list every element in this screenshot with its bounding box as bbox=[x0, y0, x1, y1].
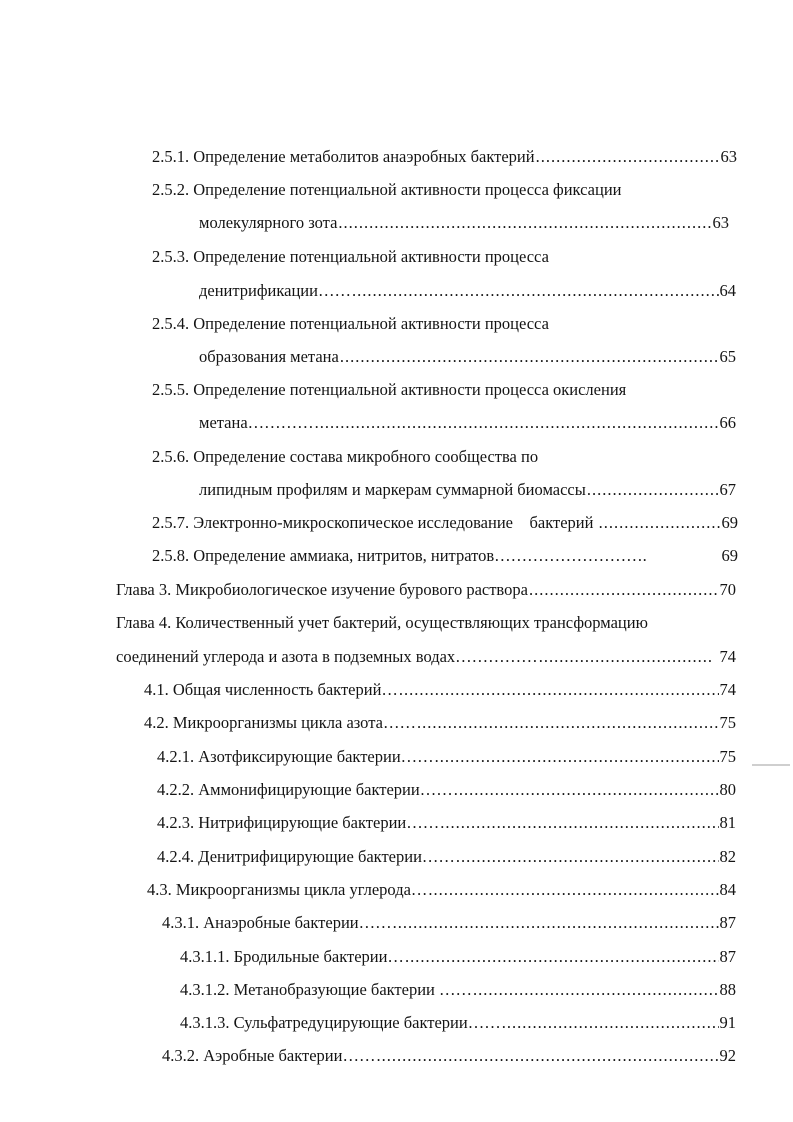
toc-page-number: 75 bbox=[719, 713, 736, 732]
toc-entry-text: 2.5.1. Определение метаболитов анаэробных бактерий bbox=[152, 147, 535, 166]
toc-entry-2-5-3-line2 bbox=[199, 278, 736, 304]
toc-page-number: 70 bbox=[719, 580, 736, 599]
scan-artifact bbox=[752, 764, 790, 766]
toc-entry-2-5-1 bbox=[152, 144, 737, 170]
toc-entry-4-3-2 bbox=[162, 1043, 736, 1069]
toc-entry-text: 4.3.2. Аэробные бактерии…… bbox=[162, 1046, 376, 1065]
toc-page-number: 84 bbox=[719, 880, 736, 899]
toc-entry-4-3-1-1 bbox=[180, 944, 736, 970]
toc-page-number: 67 bbox=[719, 480, 736, 499]
toc-page-number: 80 bbox=[719, 780, 736, 799]
dot-leader bbox=[539, 644, 715, 670]
toc-entry-4-2-3 bbox=[157, 810, 736, 836]
dot-leader bbox=[529, 577, 719, 603]
toc-entry-text: 4.3.1. Анаэробные бактерии…… bbox=[162, 913, 392, 932]
toc-entry-text: молекулярного зота bbox=[199, 213, 338, 232]
toc-page-number: 74 bbox=[719, 680, 736, 699]
toc-entry-text: соединений углерода и азота в подземных водах…………… bbox=[116, 647, 538, 666]
dot-leader bbox=[502, 1010, 719, 1036]
toc-entry-2-5-2-line1 bbox=[152, 177, 737, 203]
toc-page-number: 69 bbox=[721, 546, 738, 565]
toc-entry-text: образования метана bbox=[199, 347, 339, 366]
dot-leader bbox=[587, 477, 719, 503]
toc-entry-2-5-6-line2 bbox=[199, 477, 736, 503]
toc-entry-4-2-1 bbox=[157, 744, 736, 770]
toc-entry-text: 2.5.2. Определение потенциальной активности процесса фиксации bbox=[152, 180, 622, 199]
toc-entry-text: 4.2.1. Азотфиксирующие бактерии…… bbox=[157, 747, 434, 766]
toc-entry-4-2 bbox=[144, 710, 736, 736]
toc-page-number: 63 bbox=[720, 147, 737, 166]
dot-leader bbox=[599, 510, 721, 536]
toc-entry-2-5-6-line1 bbox=[152, 444, 737, 470]
dot-leader bbox=[340, 344, 719, 370]
toc-page-number: 81 bbox=[719, 813, 736, 832]
toc-page-number: 63 bbox=[712, 213, 729, 232]
toc-entry-text: 4.2. Микроорганизмы цикла азота…… bbox=[144, 713, 416, 732]
toc-entry-2-5-2-line2 bbox=[199, 210, 729, 236]
toc-page-number: 88 bbox=[719, 980, 736, 999]
toc-page-number: 69 bbox=[721, 513, 738, 532]
dot-leader bbox=[376, 1043, 718, 1069]
toc-entry-text: 4.2.2. Аммонифицирующие бактерии…… bbox=[157, 780, 453, 799]
toc-entry-2-5-8 bbox=[152, 543, 738, 569]
dot-leader bbox=[473, 977, 718, 1003]
dot-leader bbox=[417, 710, 719, 736]
toc-entry-2-5-3-line1 bbox=[152, 244, 737, 270]
toc-page-number: 91 bbox=[719, 1013, 736, 1032]
dot-leader bbox=[435, 744, 719, 770]
toc-chapter-4-line2 bbox=[116, 644, 736, 670]
toc-page-number: 64 bbox=[719, 281, 736, 300]
toc-entry-text: Глава 4. Количественный учет бактерий, осуществляющих трансформацию bbox=[116, 613, 648, 632]
toc-entry-4-3 bbox=[147, 877, 736, 903]
toc-entry-4-2-4 bbox=[157, 844, 736, 870]
toc-page-number: 87 bbox=[719, 947, 736, 966]
toc-entry-text: 2.5.8. Определение аммиака, нитритов, нитратов………………………. bbox=[152, 546, 647, 565]
dot-leader bbox=[393, 910, 719, 936]
toc-entry-text: 2.5.5. Определение потенциальной активности процесса окисления bbox=[152, 380, 627, 399]
toc-entry-text: 4.3.1.1. Бродильные бактерии… bbox=[180, 947, 404, 966]
toc-entry-text: 2.5.4. Определение потенциальной активности процесса bbox=[152, 314, 549, 333]
toc-chapter-3 bbox=[116, 577, 736, 603]
toc-page-number: 66 bbox=[719, 413, 736, 432]
toc-page-number: 82 bbox=[719, 847, 736, 866]
toc-entry-text: 2.5.3. Определение потенциальной активности процесса bbox=[152, 247, 549, 266]
dot-leader bbox=[536, 144, 720, 170]
dot-leader bbox=[428, 877, 718, 903]
toc-entry-text: 4.3.1.3. Сульфатредуцирующие бактерии…… bbox=[180, 1013, 501, 1032]
toc-chapter-4-line1 bbox=[116, 610, 736, 636]
dot-leader bbox=[352, 278, 719, 304]
toc-page-number: 65 bbox=[719, 347, 736, 366]
toc-entry-4-3-1-2 bbox=[180, 977, 736, 1003]
dot-leader bbox=[440, 810, 718, 836]
dot-leader bbox=[338, 210, 711, 236]
toc-entry-4-2-2 bbox=[157, 777, 736, 803]
toc-entry-2-5-7 bbox=[152, 510, 738, 536]
toc-entry-text: Глава 3. Микробиологическое изучение бурового раствора bbox=[116, 580, 528, 599]
toc-entry-text: липидным профилям и маркерам суммарной биомассы bbox=[199, 480, 586, 499]
toc-page-number: 75 bbox=[719, 747, 736, 766]
toc-entry-4-3-1 bbox=[162, 910, 736, 936]
toc-entry-text: 4.2.4. Денитрифицирующие бактерии…… bbox=[157, 847, 455, 866]
toc-entry-2-5-5-line1 bbox=[152, 377, 737, 403]
dot-leader bbox=[456, 844, 719, 870]
toc-entry-2-5-4-line1 bbox=[152, 311, 737, 337]
dot-leader bbox=[399, 677, 719, 703]
toc-page-number: 87 bbox=[719, 913, 736, 932]
toc-entry-text: метана………… bbox=[199, 413, 314, 432]
toc-entry-2-5-5-line2 bbox=[199, 410, 736, 436]
toc-entry-4-3-1-3 bbox=[180, 1010, 736, 1036]
dot-leader bbox=[405, 944, 719, 970]
toc-entry-text: 4.2.3. Нитрифицирующие бактерии…… bbox=[157, 813, 440, 832]
toc-page-number: 92 bbox=[719, 1046, 736, 1065]
toc-entry-text: 2.5.7. Электронно-микроскопическое исследование бактерий bbox=[152, 513, 598, 532]
dot-leader bbox=[315, 410, 719, 436]
toc-entry-text: 2.5.6. Определение состава микробного сообщества по bbox=[152, 447, 539, 466]
toc-page-number: 74 bbox=[715, 647, 736, 666]
dot-leader bbox=[454, 777, 719, 803]
toc-entry-text: 4.1. Общая численность бактерий… bbox=[144, 680, 398, 699]
toc-entry-text: денитрификации…… bbox=[199, 281, 351, 300]
toc-entry-4-1 bbox=[144, 677, 736, 703]
toc-entry-text: 4.3. Микроорганизмы цикла углерода… bbox=[147, 880, 428, 899]
toc-entry-2-5-4-line2 bbox=[199, 344, 736, 370]
toc-entry-text: 4.3.1.2. Метанобразующие бактерии …… bbox=[180, 980, 473, 999]
